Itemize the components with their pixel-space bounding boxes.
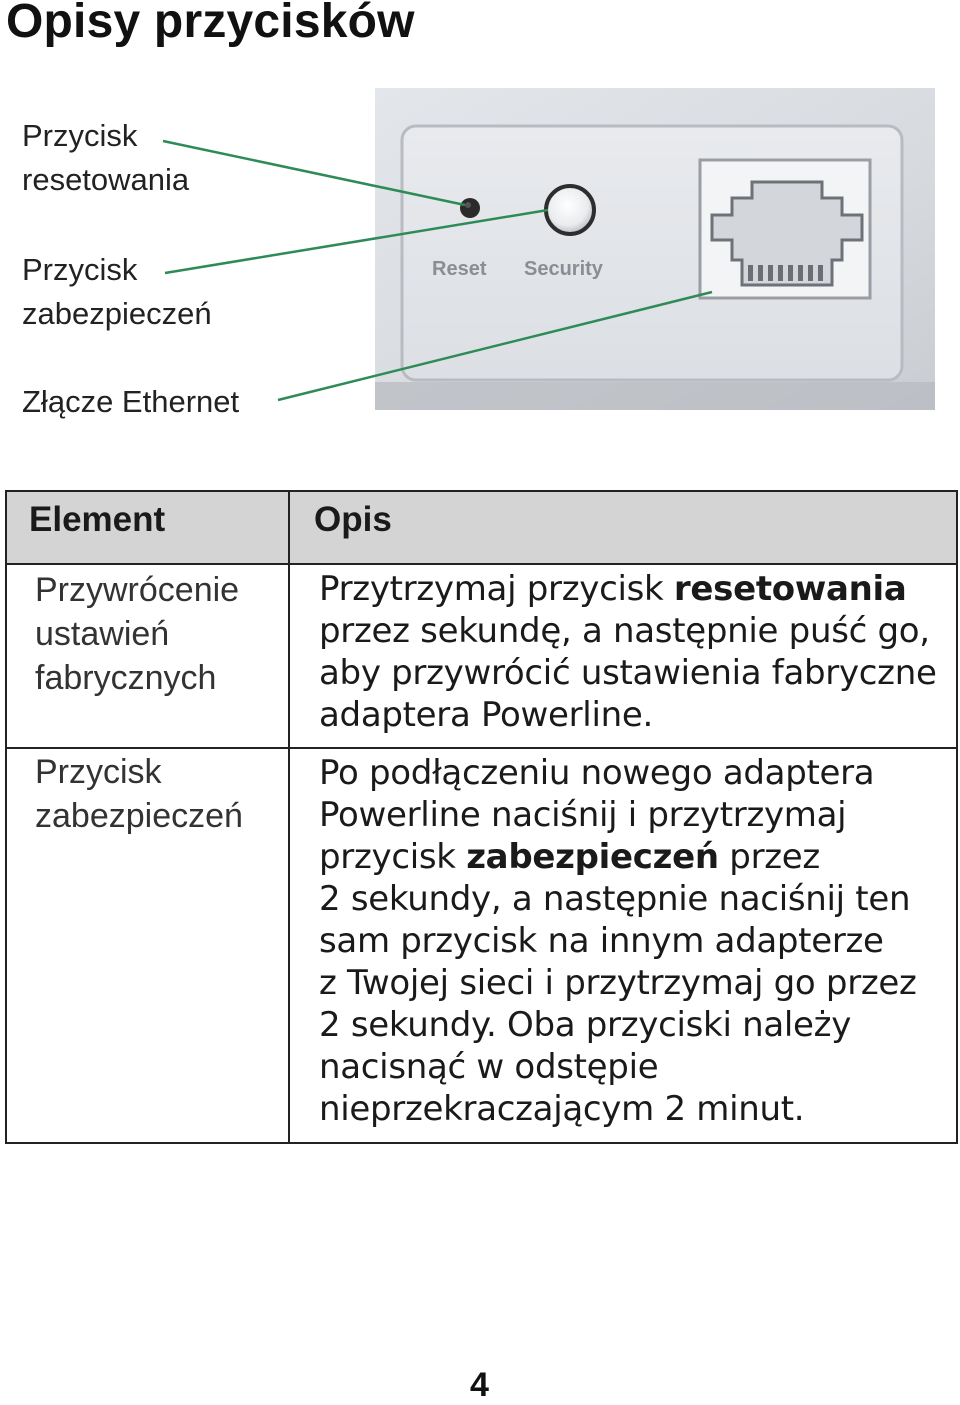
security-emphasis: zabezpieczeń xyxy=(466,837,719,877)
callout-ethernet-port: Złącze Ethernet xyxy=(22,384,240,419)
row-2-description-line: przycisk zabezpieczeń przez xyxy=(319,837,820,877)
page-number: 4 xyxy=(470,1366,489,1404)
row-2-description-line: nacisnąć w odstępie xyxy=(319,1047,659,1087)
row-2-description-line: z Twojej sieci i przytrzymaj go przez xyxy=(319,963,917,1003)
row-2-description-line: Powerline naciśnij i przytrzymaj xyxy=(319,795,847,835)
buttons-table xyxy=(5,490,958,1144)
table-header-element: Element xyxy=(29,500,166,539)
row-2-description-line: nieprzekraczającym 2 minut. xyxy=(319,1089,805,1129)
row-2-element-line: Przycisk xyxy=(35,753,162,791)
table-header-row xyxy=(7,492,956,565)
security-button-icon xyxy=(546,186,594,234)
table-row-divider xyxy=(7,747,956,749)
reset-emphasis: resetowania xyxy=(673,569,907,609)
row-1-element-line: fabrycznych xyxy=(35,659,217,697)
row-1-element-line: ustawień xyxy=(35,615,170,653)
row-2-description-line: 2 sekundy. Oba przyciski należy xyxy=(319,1005,852,1045)
row-2-description-line: Po podłączeniu nowego adaptera xyxy=(319,753,875,793)
table-column-divider xyxy=(288,492,290,1142)
row-1-description-line: przez sekundę, a następnie puść go, xyxy=(319,611,930,651)
row-1-description-line: Przytrzymaj przycisk resetowania xyxy=(319,569,907,609)
row-2-description-line: 2 sekundy, a następnie naciśnij ten xyxy=(319,879,911,919)
row-1-element xyxy=(35,568,239,700)
photo-bottom-shadow xyxy=(375,382,935,410)
row-1-description-line: aby przywrócić ustawienia fabryczne xyxy=(319,653,937,693)
row-2-description-line: sam przycisk na innym adapterze xyxy=(319,921,884,961)
row-1-description-line: adaptera Powerline. xyxy=(319,695,653,735)
table-header-description: Opis xyxy=(314,500,392,539)
callout-security-line-1: Przycisk xyxy=(22,252,138,287)
row-1-description xyxy=(319,568,949,736)
row-2-element xyxy=(35,750,243,838)
reset-pinhole-icon xyxy=(460,198,480,218)
device-photo xyxy=(0,0,960,470)
page-title: Opisy przycisków xyxy=(6,0,415,48)
row-1-element-line: Przywrócenie xyxy=(35,571,240,609)
photo-reset-label: Reset xyxy=(432,258,487,280)
photo-security-label: Security xyxy=(524,258,603,280)
row-2-description xyxy=(319,752,949,1130)
callout-reset-line-1: Przycisk xyxy=(22,118,138,153)
row-2-element-line: zabezpieczeń xyxy=(35,797,243,835)
callout-reset-line-2: resetowania xyxy=(22,162,190,197)
callout-security-line-2: zabezpieczeń xyxy=(22,296,212,331)
